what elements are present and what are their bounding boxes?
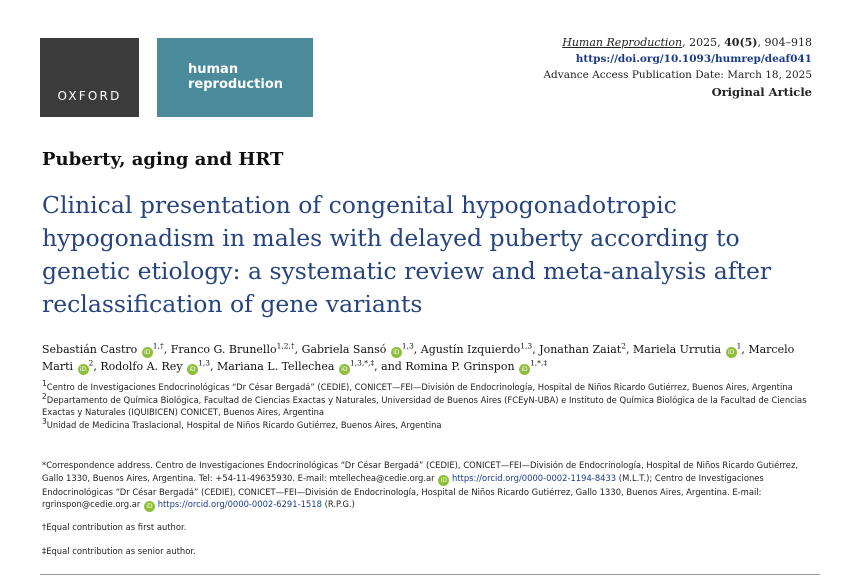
divider — [40, 574, 820, 575]
author-name: Jonathan Zaiat — [539, 343, 622, 356]
affiliation-1: $^1$Centro de Investigaciones Endocrinológicas “Dr César Bergadá” (CEDIE), CONICET—FEI—División de Endocrinología, Hospital de Niños Ricardo Gutiérrez, Buenos Aires, Argentina — [42, 379, 793, 392]
journal-logo-line1: human — [188, 62, 239, 77]
author-name: Marcelo Marti — [42, 343, 795, 373]
author-affiliation-marks: 1,2,† — [276, 341, 295, 351]
citation-year: , 2025, — [682, 36, 725, 49]
orcid-icon[interactable]: iD — [339, 364, 350, 375]
author-affiliation-marks: 1,3,*,‡ — [349, 357, 375, 367]
journal-logo-line2: reproduction — [188, 77, 283, 92]
author-name: Mariela Urrutia — [633, 343, 722, 356]
orcid-icon[interactable]: iD — [438, 475, 449, 486]
author-name: Mariana L. Tellechea — [216, 359, 335, 373]
author[interactable] — [421, 343, 532, 356]
author-name: Gabriela Sansó — [301, 343, 387, 356]
journal-name-link[interactable]: Human Reproduction — [562, 36, 683, 49]
author[interactable] — [171, 343, 295, 356]
author-list: Sebastián Castro $iD^{1,\dagger}$, Franco G. Brunello$^{1,2,\dagger}$, Gabriela Sansó iD$^{1,3}$, Agustín Izquierdo$^{1,3}$, Jonathan Zaiat$^2$, Mariela Urrutia $iD^1$, Marcelo Marti $iD^2$, Rodolfo A. Rey iD$^{1,3}$, Mariana L. Tellechea $iD^{1,3,*,\ddagger}$, and Romina P. Grinspon $iD^{1,*,\ddagger}$ — [42, 341, 795, 373]
affiliation-2: $^2$Departamento de Química Biológica, Facultad de Ciencias Exactas y Naturales, Universidad de Buenos Aires (FCEyN-UBA) e Instituto de Química Biológica de la Facultad de Ciencias Exactas y Naturales (IQUIBICEN) CONICET, Buenos Aires, Argentina — [42, 391, 807, 417]
author[interactable] — [302, 343, 414, 356]
author-affiliation-marks: 1,3 — [520, 341, 533, 351]
citation-volume: 40(5) — [724, 36, 758, 49]
initials-1: (M.L.T.); — [616, 472, 653, 483]
author-name: Rodolfo A. Rey — [100, 359, 183, 373]
orcid-icon[interactable]: iD — [187, 364, 198, 375]
publication-date: Advance Access Publication Date: March 18, 2025 — [543, 69, 812, 81]
author-affiliation-marks: 1,† — [152, 341, 164, 351]
orcid-icon[interactable]: iD — [142, 347, 153, 358]
journal-logo[interactable] — [157, 38, 313, 117]
initials-2: (R.P.G.) — [321, 499, 355, 509]
footnote-senior-author: ‡Equal contribution as senior author. — [42, 546, 196, 556]
author-name: Romina P. Grinspon — [405, 359, 515, 373]
oxford-logo[interactable] — [40, 38, 139, 117]
citation — [543, 35, 812, 51]
oxford-logo-text: OXFORD — [57, 89, 122, 103]
author[interactable] — [42, 343, 164, 356]
author-affiliation-marks: 1,3 — [401, 341, 414, 351]
correspondence — [42, 459, 817, 512]
affiliation-3: $^3$Unidad de Medicina Traslacional, Hospital de Niños Ricardo Gutiérrez, Buenos Aires, Argentina — [42, 416, 442, 430]
orcid-icon[interactable]: iD — [78, 364, 89, 375]
affiliations — [42, 381, 812, 431]
author[interactable] — [216, 357, 375, 373]
correspondence-text-1: *Correspondence address. Centro de Investigaciones Endocrinológicas “Dr César Bergadá” (CEDIE), CONICET—FEI—División de Endocrinología, Hospital de Niños Ricardo Gutiérrez, Gallo 1330, Buenos Aires, Argentina. Tel: +54-11-49635930. E-mail: mtellechea@cedie.org.ar — [42, 460, 799, 483]
author[interactable] — [100, 357, 210, 373]
citation-pages: , 904–918 — [757, 36, 812, 49]
author[interactable] — [633, 343, 741, 356]
orcid-icon[interactable]: iD — [519, 364, 530, 375]
author[interactable] — [539, 343, 626, 356]
section-heading: Puberty, aging and HRT — [42, 149, 284, 170]
orcid-icon[interactable]: iD — [391, 347, 402, 358]
author-name: Sebastián Castro — [42, 343, 138, 356]
footnote-first-author: †Equal contribution as first author. — [42, 522, 187, 532]
article-type: Original Article — [711, 85, 812, 99]
orcid-link-tellechea[interactable]: https://orcid.org/0000-0002-1194-8433 — [451, 472, 617, 483]
author-name: Agustín Izquierdo — [420, 343, 521, 356]
article-meta — [543, 35, 812, 100]
author-name: Franco G. Brunello — [170, 343, 277, 356]
author-affiliation-marks: 2 — [88, 357, 94, 367]
orcid-icon[interactable]: iD — [144, 501, 155, 512]
author-affiliation-marks: 2 — [621, 341, 626, 351]
doi-link[interactable]: https://doi.org/10.1093/humrep/deaf041 — [575, 53, 812, 65]
author-affiliation-marks: 1,3 — [198, 357, 210, 367]
author-affiliation-marks: 1,*,‡ — [530, 357, 548, 367]
orcid-icon[interactable]: iD — [726, 347, 737, 358]
author[interactable] — [405, 357, 548, 373]
author-affiliation-marks: 1 — [736, 341, 742, 351]
article-title: Clinical presentation of congenital hypogonadotropic hypogonadism in males with delayed puberty according to genetic etiology: a systematic review and meta-analysis after reclassification of gene variants — [42, 191, 772, 318]
correspondence-text-2: Centro de Investigaciones Endocrinológicas “Dr César Bergadá” (CEDIE), CONICET—FEI—División de Endocrinología, Hospital de Niños Ricardo Gutiérrez, Gallo 1330, Buenos Aires, Argentina. E-mail: rgrinspon@cedie.org.ar — [42, 472, 764, 509]
orcid-link-grinspon[interactable]: https://orcid.org/0000-0002-6291-1518 — [157, 499, 322, 509]
